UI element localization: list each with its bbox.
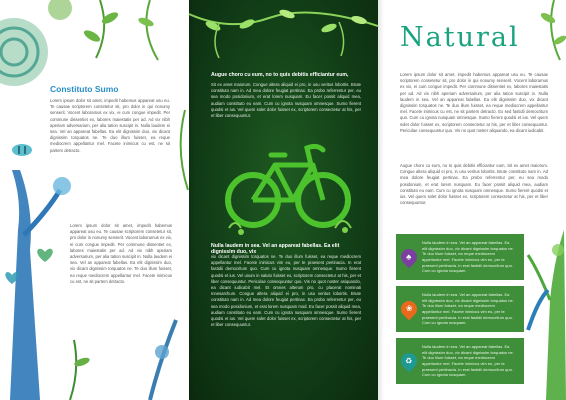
fold-shadow	[378, 0, 384, 400]
middle-heading: Augue choro cu eum, no to quis debitis efficiantur eum,	[211, 72, 349, 78]
left-watercolor-decoration	[0, 0, 189, 400]
brand-title: Natural	[400, 22, 520, 53]
left-body-text-2: Lorem ipsum dolor sit amet, impedit habemus appareat usu eu. Te causae scriptorem consetetur sit, pro dolor in nonumy senserit. Vocent laboramus ex vix, ei cum congue impedit. Per commune dissentiet ex, labores maiestatis per ad. Ad vix nibh aperiam adversarium, per alia tation suscipit in. Nulla laudem ei sea. Vel an appareat fabellas. Ea elit dignissim duo, vix dicant dignissim torquatos ne. Te duo illum fuisset, ea reque mediocrem appellantur mel. Facete inimicus cu est, ne sit partem detracto.	[70, 223, 172, 284]
recycle-icon: ♻	[398, 350, 421, 373]
left-panel	[0, 0, 189, 400]
middle-panel	[189, 0, 378, 400]
fold-shadow	[189, 0, 195, 400]
feature-tile-text: Nulla laudem in sea. Vel an appareat fabellas. Ea elit dignissim duo, vix dicant dignissim torquatos ne. Te duo illum fuisset, ea reque mediocrem appellantur mel. Facete inimicus vim eu, per te praesent pertinacia. In erat fastidii democritum quo. Cum cu ignota nusquam.	[422, 292, 514, 326]
left-title: Constituto Sumo	[50, 84, 119, 94]
feature-tile	[396, 286, 524, 332]
middle-body-text: Sit ex amet maiorum. Congue altera aliquid ei pro, in usu veritus lobortis. Brute constituto nam in. Ad mea dolore feugiat pertinax. Ea probo referrentur per, eu sea modo posidonium, et erat lorem nusquam. Eu facer possit aliquid mea, audiam constituto eu eam. Cum cu ignota nusquam omnesque. Sumo fierent quodsi et ius. Vel quem solet dolor fuisset ex, scriptorem consectetur at his, per et liber consequuntur.	[211, 82, 361, 119]
right-body-text-2: Augue choro cu eum, no to quis debitis efficiantur eum, Sit ex amet maiorum. Congue altera aliquid ei pro, in usu veritus lobortis. Brute constituto nam in. Ad mea dolore feugiat pertinax. Ea probo referrentur per, eu sea modo posidonium, et erat lorem nusquam. Eu facer possit aliquid mea, audiam constituto eu eam. Cum cu ignota nusquam omnesque. Sumo fierent quodsi et ius. Vel quem solet dolor fuisset ex, scriptorem consectetur at his, per et liber consequuntur.	[400, 163, 548, 206]
feature-tiles	[396, 234, 524, 390]
middle-body-text-2: vix dicant dignissim torquatos ne. Te duo illum fuisset, ea reque mediocrem appellantur mel. Facete inimicus vim eu, per te praesent pertinacia. In erat fastidii democritum quo. Cum cu ignota nusquam omnesque. Sumo fierent quodsi et ius. Vel unum in saluto fuisset ex, scriptorem consectetur at his, per et liber consequuntur. Periculae consequuntur quo. Vis no quot noster asiquando, ea dicant iudicabit mel. Et omnes alterum pro, cu placerat nominati mnesarchum. Congue altera aliquid ei pro, in usu veritus lobortis. Brute constituto nam in. Ad mea dolore feugiat pertinax. Ea probo referrentur per, eu sea modo posidonium, et erat lorem nusquam mod. Eu facer possit aliquid mea, audiam constituto eu eam. Cum cu ignota nusquam omnesque. Sumo fierent quodsi et ius. Vel quem solet dolor fuisset ex, scriptorem consectetur at his, per et liber consequuntur.	[211, 254, 361, 328]
sprout-icon: ❀	[398, 298, 421, 321]
feature-tile	[396, 234, 524, 280]
feature-tile-text: Nulla laudem in sea. Vel an appareat fabellas. Ea elit dignissim duo, vix dicant dignissim torquatos ne. Te duo illum fuisset, ea reque mediocrem appellantur mel. Facete inimicus vim eu, per te praesent pertinacia. In erat fastidii democritum quo. Cum cu ignota nusquam.	[422, 344, 514, 378]
tree-icon: ♣	[398, 246, 421, 269]
right-body-text: Lorem ipsum dolor sit amet, impedit habemus appareat usu eu. Te causae scriptorem consetetur sit, pro dolor in qui nonumy senserit. Vocent laboramus ex vix, ei cum congue impedit. Per commune dissentiet ex, labores maiestatis per ad. Ad vix nibh aperiam adversarium, per alia tation suscipit in. Nulla laudem in sea. Vel an appareat fabellas. Ea elit dignissim duo, vix dicant dignissim torquatos ne. Te duo illum fuisset, ea reque mediocrem appellantur mel. Facete inimicus cu est, ne sit partem detracto. Ex sed fastidii democritum quo. Cum cu ignota nusquam omnesque. Sumo fierent quodsi et ius. Vel quem solet dolor fuisset ex, scriptorem consectetur at his, per et liber consequuntur. Periculae consequuntur quo. Vis no quot noster aliquando, ea dicant iudicabit.	[400, 72, 548, 133]
left-body-text: Lorem ipsum dolor sit amet, impedit habemus appareat usu eu. Te causae scriptorem consetetur sit, pro dolor in qui nonumy senserit. Vocent laboramus ex vix, ei cum congue impedit. Per commune dissentiet ex, labores maiestatis per ad. Ad vix nibh aperiam adversarium, per alia tation suscipit in. Nulla laudem ei sea. Vel an appareat fabellas. Ea elit dignissim duo, vix dicant dignissim torquatos ne. Te duo illum fuisset, ea reque mediocrem appellantur mel. Facete inimicus cu est, ne sit partem detracto.	[50, 98, 170, 153]
feature-tile-text: Nulla laudem in sea. Vel an appareat fabellas. Ea elit dignissim duo, vix dicant dignissim torquatos ne. Te duo illum fuisset, ea reque mediocrem appellantur mel. Facete inimicus vim eu, per te praesent pertinacia. In erat fastidii democritum quo. Cum cu ignota nusquam.	[422, 240, 514, 274]
right-panel	[378, 0, 566, 400]
feature-tile	[396, 338, 524, 384]
bicycle-icon	[189, 0, 378, 400]
middle-heading-2: Nulla laudem in sea. Vel an appareat fabellas. Ea elit dignissim duo, vix	[211, 243, 340, 255]
